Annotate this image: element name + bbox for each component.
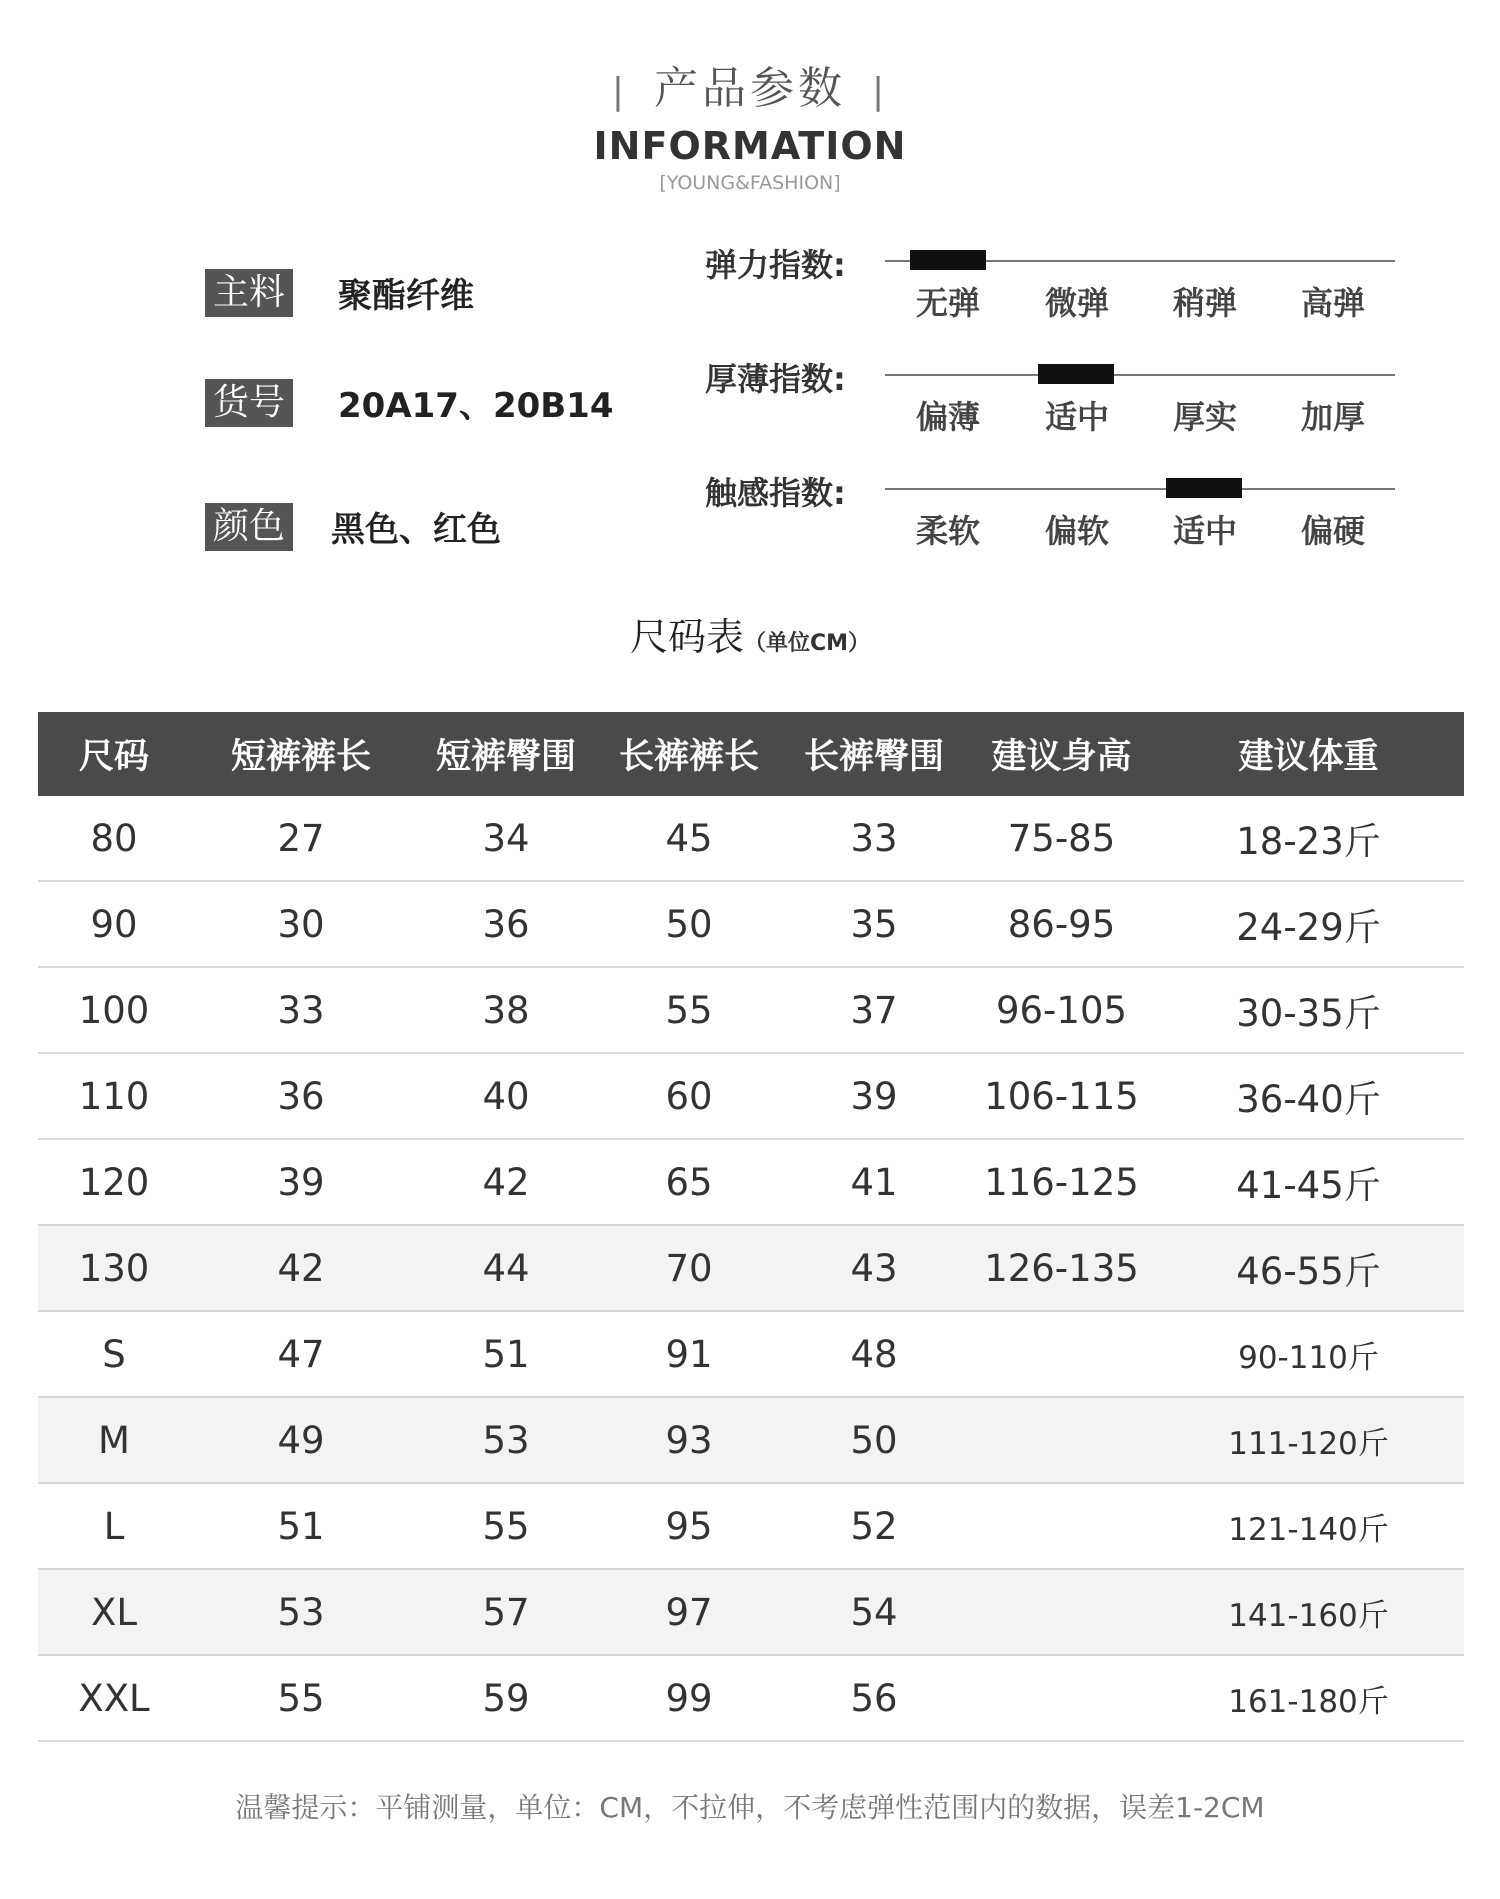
column-header: 建议体重 — [1153, 712, 1464, 796]
table-cell: 70 — [600, 1225, 778, 1311]
index-label: 弹力指数: — [705, 246, 846, 284]
index-marker — [1038, 364, 1114, 384]
table-cell: 36 — [412, 881, 600, 967]
table-cell — [970, 1397, 1153, 1483]
table-cell: 110 — [38, 1053, 190, 1139]
table-cell: 60 — [600, 1053, 778, 1139]
param-item-number — [205, 378, 614, 427]
index-option: 柔软 — [915, 512, 980, 550]
table-cell: 106-115 — [970, 1053, 1153, 1139]
table-cell: 90 — [38, 881, 190, 967]
table-cell: 24-29斤 — [1153, 881, 1464, 967]
table-cell: 34 — [412, 796, 600, 881]
table-cell: 27 — [190, 796, 412, 881]
table-cell: 97 — [600, 1569, 778, 1655]
table-cell: 95 — [600, 1483, 778, 1569]
table-cell: 55 — [190, 1655, 412, 1741]
index-option: 微弹 — [1044, 284, 1109, 322]
table-cell — [970, 1483, 1153, 1569]
table-cell: 47 — [190, 1311, 412, 1397]
index-label: 触感指数: — [705, 474, 846, 512]
index-scale-line — [885, 374, 1395, 376]
table-cell: 75-85 — [970, 796, 1153, 881]
table-cell: 121-140斤 — [1153, 1483, 1464, 1569]
elasticity-index — [705, 240, 1405, 340]
table-cell: 44 — [412, 1225, 600, 1311]
size-chart-title — [0, 606, 1500, 661]
table-cell: 30 — [190, 881, 412, 967]
column-header: 短裤臀围 — [412, 712, 600, 796]
table-cell: 161-180斤 — [1153, 1655, 1464, 1741]
table-cell — [970, 1569, 1153, 1655]
index-scale-line — [885, 488, 1395, 490]
table-cell: 55 — [412, 1483, 600, 1569]
table-cell: 43 — [778, 1225, 970, 1311]
information-subtitle: [YOUNG&FASHION] — [659, 172, 841, 194]
table-cell: L — [38, 1483, 190, 1569]
index-marker — [910, 250, 986, 270]
table-cell: 90-110斤 — [1153, 1311, 1464, 1397]
table-row — [38, 796, 1464, 881]
section-title — [0, 52, 1500, 116]
column-header: 短裤裤长 — [190, 712, 412, 796]
table-cell: 51 — [412, 1311, 600, 1397]
table-cell: 99 — [600, 1655, 778, 1741]
thickness-index — [705, 354, 1405, 454]
title-bar-right: | — [872, 71, 889, 112]
table-cell: 86-95 — [970, 881, 1153, 967]
touch-index — [705, 468, 1405, 568]
index-option: 加厚 — [1300, 398, 1365, 436]
table-row — [38, 967, 1464, 1053]
index-option: 偏硬 — [1300, 512, 1365, 550]
table-cell: 120 — [38, 1139, 190, 1225]
table-cell: 42 — [190, 1225, 412, 1311]
table-cell: 91 — [600, 1311, 778, 1397]
table-row — [38, 1139, 1464, 1225]
table-cell: 50 — [600, 881, 778, 967]
measurement-note: 温馨提示：平铺测量，单位：CM，不拉伸，不考虑弹性范围内的数据，误差1-2CM — [235, 1791, 1265, 1824]
table-cell: 141-160斤 — [1153, 1569, 1464, 1655]
table-cell: 96-105 — [970, 967, 1153, 1053]
table-cell: XL — [38, 1569, 190, 1655]
table-cell: 36-40斤 — [1153, 1053, 1464, 1139]
table-cell: 39 — [190, 1139, 412, 1225]
param-tag: 颜色 — [205, 503, 293, 551]
table-row — [38, 1397, 1464, 1483]
index-option: 偏软 — [1044, 512, 1109, 550]
table-cell: 49 — [190, 1397, 412, 1483]
index-option: 偏薄 — [915, 398, 980, 436]
table-cell: 46-55斤 — [1153, 1225, 1464, 1311]
title-bar-left: | — [611, 71, 628, 112]
param-color — [205, 502, 501, 551]
table-cell: 35 — [778, 881, 970, 967]
table-cell: 38 — [412, 967, 600, 1053]
table-cell: 111-120斤 — [1153, 1397, 1464, 1483]
table-cell: 57 — [412, 1569, 600, 1655]
size-table-body — [38, 796, 1464, 1741]
information-title: INFORMATION — [593, 124, 907, 168]
table-cell: 116-125 — [970, 1139, 1153, 1225]
index-option: 稍弹 — [1172, 284, 1237, 322]
table-cell: 54 — [778, 1569, 970, 1655]
table-cell: 55 — [600, 967, 778, 1053]
table-row — [38, 1053, 1464, 1139]
table-row — [38, 1483, 1464, 1569]
table-cell: 42 — [412, 1139, 600, 1225]
table-cell — [970, 1311, 1153, 1397]
table-cell: 126-135 — [970, 1225, 1153, 1311]
table-cell: 59 — [412, 1655, 600, 1741]
param-tag: 主料 — [205, 269, 293, 317]
param-material — [205, 268, 474, 317]
table-cell: 65 — [600, 1139, 778, 1225]
table-cell: 56 — [778, 1655, 970, 1741]
table-cell: 30-35斤 — [1153, 967, 1464, 1053]
index-option: 厚实 — [1172, 398, 1237, 436]
table-cell: 41-45斤 — [1153, 1139, 1464, 1225]
table-cell: 37 — [778, 967, 970, 1053]
column-header: 长裤裤长 — [600, 712, 778, 796]
param-value: 20A17、20B14 — [338, 386, 614, 426]
column-header: 长裤臀围 — [778, 712, 970, 796]
param-tag: 货号 — [205, 379, 293, 427]
table-row — [38, 881, 1464, 967]
param-value: 黑色、红色 — [331, 510, 502, 550]
table-cell: 33 — [190, 967, 412, 1053]
index-option: 适中 — [1044, 398, 1109, 436]
table-cell: 93 — [600, 1397, 778, 1483]
index-marker — [1166, 478, 1242, 498]
table-cell: 41 — [778, 1139, 970, 1225]
table-cell: 18-23斤 — [1153, 796, 1464, 881]
table-cell: XXL — [38, 1655, 190, 1741]
table-cell: M — [38, 1397, 190, 1483]
param-value: 聚酯纤维 — [338, 276, 475, 316]
index-label: 厚薄指数: — [705, 360, 846, 398]
product-params-title: 产品参数 — [654, 63, 846, 114]
table-cell — [970, 1655, 1153, 1741]
table-row — [38, 1225, 1464, 1311]
column-header: 尺码 — [38, 712, 190, 796]
table-cell: 33 — [778, 796, 970, 881]
index-option: 高弹 — [1300, 284, 1365, 322]
table-cell: S — [38, 1311, 190, 1397]
size-table-header-row — [38, 712, 1464, 796]
info-header — [0, 52, 1500, 194]
table-cell: 53 — [412, 1397, 600, 1483]
table-row — [38, 1569, 1464, 1655]
table-row — [38, 1655, 1464, 1741]
column-header: 建议身高 — [970, 712, 1153, 796]
table-cell: 50 — [778, 1397, 970, 1483]
table-cell: 39 — [778, 1053, 970, 1139]
table-row — [38, 1311, 1464, 1397]
table-cell: 51 — [190, 1483, 412, 1569]
index-option: 适中 — [1172, 512, 1237, 550]
table-cell: 53 — [190, 1569, 412, 1655]
table-cell: 130 — [38, 1225, 190, 1311]
size-chart-unit: （单位CM） — [743, 631, 871, 656]
table-cell: 52 — [778, 1483, 970, 1569]
table-cell: 36 — [190, 1053, 412, 1139]
table-cell: 100 — [38, 967, 190, 1053]
table-cell: 80 — [38, 796, 190, 881]
table-cell: 45 — [600, 796, 778, 881]
table-cell: 40 — [412, 1053, 600, 1139]
index-option: 无弹 — [915, 284, 980, 322]
size-table — [38, 712, 1464, 1742]
size-chart-heading: 尺码表 — [629, 615, 744, 659]
table-cell: 48 — [778, 1311, 970, 1397]
